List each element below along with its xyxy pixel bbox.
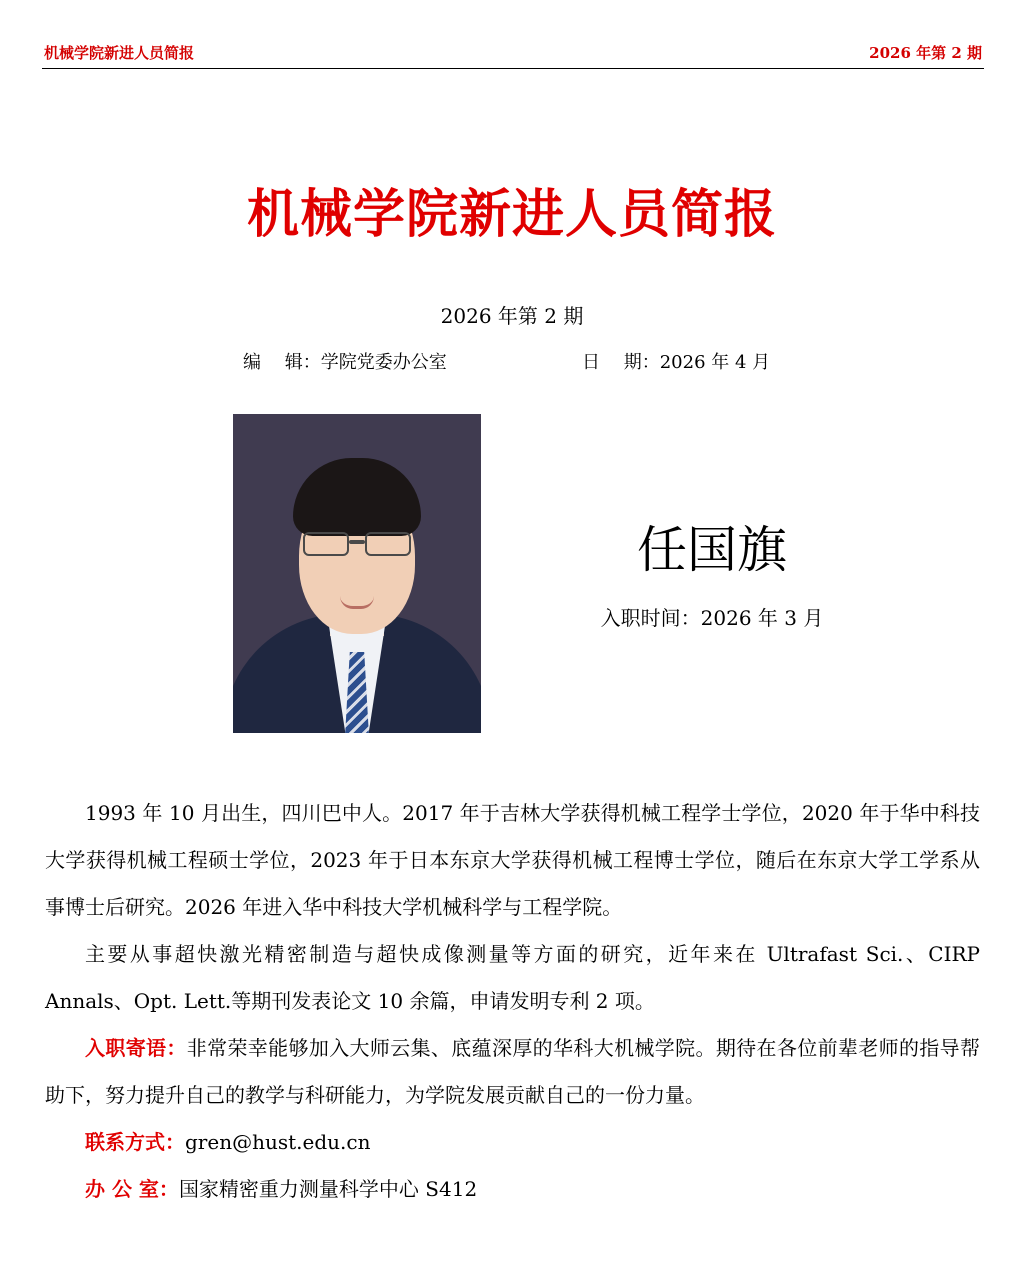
bulletin-title: 机械学院新进人员简报 [246, 184, 777, 245]
page-header [42, 38, 984, 69]
header-issue: 2026 年第 2 期 [869, 44, 982, 62]
office-line [45, 1166, 980, 1213]
bio-section [45, 790, 980, 1213]
bio-paragraph-2: 主要从事超快激光精密制造与超快成像测量等方面的研究，近年来在 Ultrafast Sci.、CIRP Annals、Opt. Lett.等期刊发表论文 10 余篇，申请发明专利 2 项。 [45, 942, 980, 1013]
motto-paragraph [45, 1025, 980, 1119]
contact-email[interactable]: gren@hust.edu.cn [185, 1130, 371, 1154]
editor-info: 编 辑：学院党委办公室 [243, 352, 447, 373]
portrait-photo [233, 414, 481, 733]
bio-paragraph-1: 1993 年 10 月出生，四川巴中人。2017 年于吉林大学获得机械工程学士学位，2020 年于华中科技大学获得机械工程硕士学位，2023 年于日本东京大学获得机械工程博士学位，随后在东京大学工学系从事博士后研究。2026 年进入华中科技大学机械科学与工程学院。 [45, 801, 980, 919]
entry-time: 入职时间：2026 年 3 月 [600, 606, 824, 630]
date-info: 日 期：2026 年 4 月 [582, 352, 771, 373]
office-location: 国家精密重力测量科学中心 S412 [178, 1177, 478, 1201]
office-label: 办 公 室： [85, 1177, 179, 1201]
portrait-hair [293, 458, 421, 536]
issue-number: 2026 年第 2 期 [440, 304, 584, 328]
portrait-glasses [303, 532, 411, 558]
person-name: 任国旗 [637, 521, 787, 579]
contact-line [45, 1119, 980, 1166]
header-publication-name: 机械学院新进人员简报 [44, 44, 195, 62]
motto-label: 入职寄语： [85, 1036, 187, 1060]
motto-text: 非常荣幸能够加入大师云集、底蕴深厚的华科大机械学院。期待在各位前辈老师的指导帮助下，努力提升自己的教学与科研能力，为学院发展贡献自己的一份力量。 [45, 1036, 981, 1107]
contact-label: 联系方式： [85, 1130, 185, 1154]
